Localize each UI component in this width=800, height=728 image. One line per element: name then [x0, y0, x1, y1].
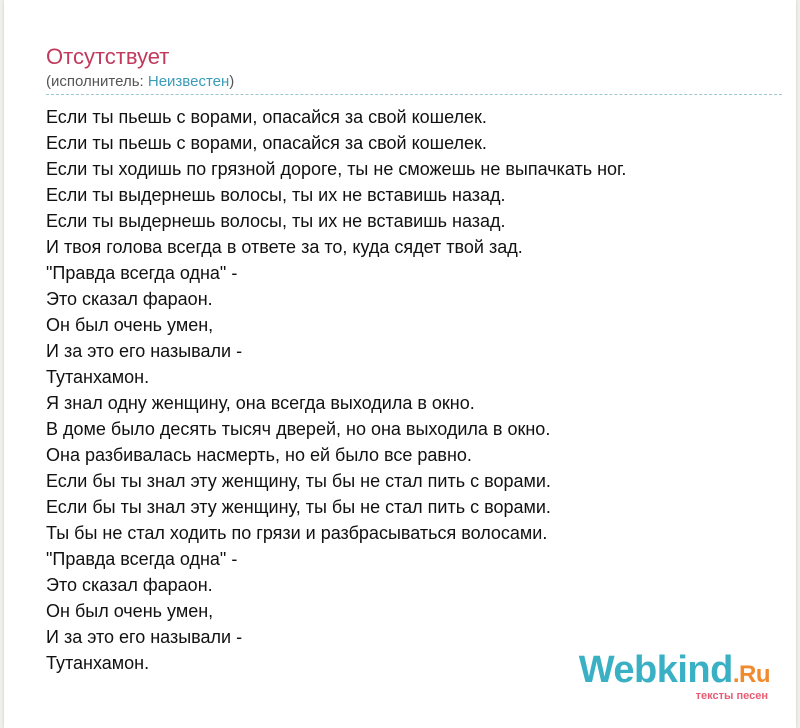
artist-suffix: ) [229, 73, 235, 90]
lyric-line: В доме было десять тысяч дверей, но она выходила в окно. [46, 419, 551, 439]
lyric-line: Это сказал фараон. [46, 575, 213, 595]
lyric-line: "Правда всегда одна" - [46, 263, 238, 283]
artist-prefix: (исполнитель: [46, 73, 148, 90]
artist-line [46, 72, 234, 92]
lyric-line: Она разбивалась насмерть, но ей было все равно. [46, 445, 472, 465]
lyric-line: Я знал одну женщину, она всегда выходила в окно. [46, 393, 475, 413]
lyric-line: И твоя голова всегда в ответе за то, куда сядет твой зад. [46, 237, 523, 257]
lyric-line: Он был очень умен, [46, 315, 214, 335]
lyric-line: Если ты пьешь с ворами, опасайся за свой кошелек. [46, 107, 487, 127]
logo-tagline: тексты песен [695, 690, 768, 702]
lyric-line: И за это его называли - [46, 341, 243, 361]
lyric-line: Если ты пьешь с ворами, опасайся за свой кошелек. [46, 133, 487, 153]
lyric-line: Если бы ты знал эту женщину, ты бы не стал пить с ворами. [46, 497, 551, 517]
logo-tld: .Ru [732, 661, 770, 688]
lyric-line: Он был очень умен, [46, 601, 214, 621]
lyric-line: Тутанхамон. [46, 367, 150, 387]
lyric-line: Если ты ходишь по грязной дороге, ты не сможешь не выпачкать ног. [46, 159, 627, 179]
lyrics-text [46, 104, 626, 676]
logo-main: Webkind [578, 649, 733, 691]
lyric-line: Ты бы не стал ходить по грязи и разбрасываться волосами. [46, 523, 548, 543]
lyric-line: Это сказал фараон. [46, 289, 213, 309]
song-title: Отсутствует [46, 44, 170, 69]
lyric-line: Тутанхамон. [46, 653, 150, 673]
artist-link[interactable]: Неизвестен [147, 73, 230, 90]
lyric-line: Если бы ты знал эту женщину, ты бы не стал пить с ворами. [46, 471, 551, 491]
lyric-line: И за это его называли - [46, 627, 243, 647]
lyric-line: Если ты выдернешь волосы, ты их не вставишь назад. [46, 211, 506, 231]
divider [46, 94, 782, 95]
lyric-line: Если ты выдернешь волосы, ты их не вставишь назад. [46, 185, 506, 205]
lyric-line: "Правда всегда одна" - [46, 549, 238, 569]
site-logo[interactable] [579, 651, 770, 702]
lyrics-card [4, 0, 796, 728]
